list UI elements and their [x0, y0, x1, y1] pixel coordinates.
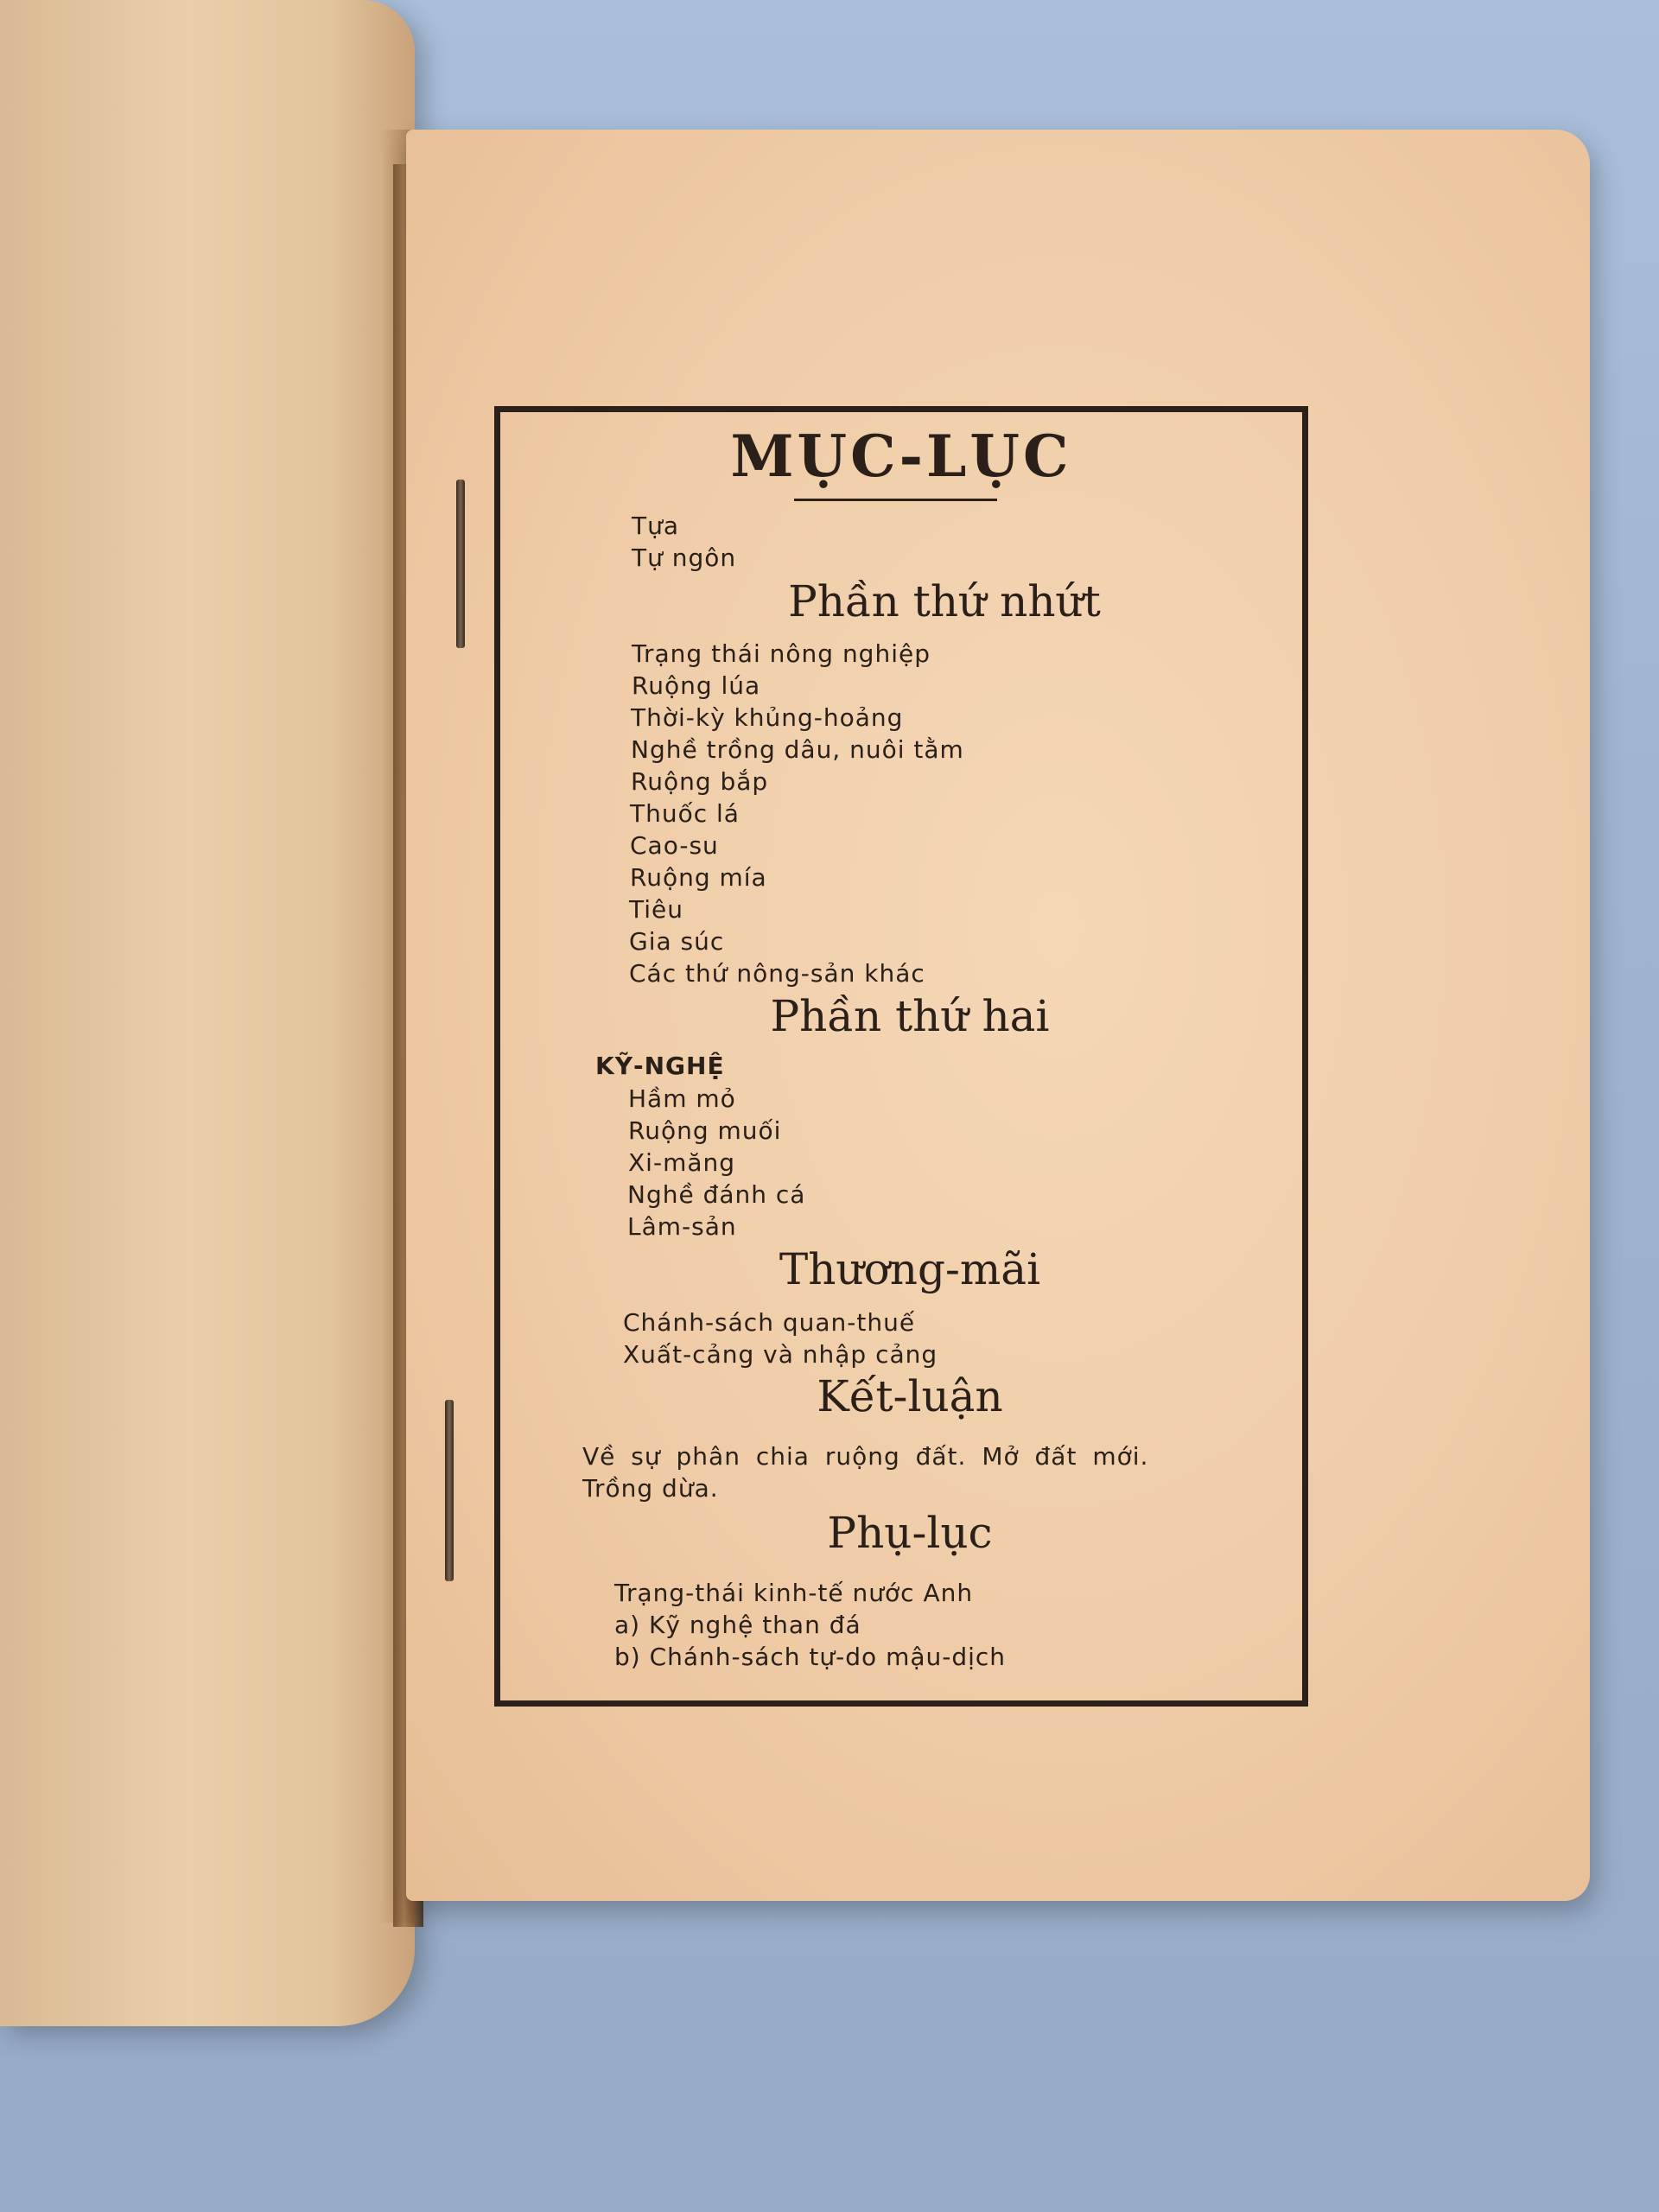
staple-bottom [445, 1400, 454, 1581]
toc-subheading: KỸ-NGHỆ [595, 1052, 725, 1080]
toc-entry: Thời-kỳ khủng-hoảng [631, 703, 904, 732]
section-heading-conclusion: Kết-luận [817, 1371, 1003, 1421]
toc-title: MỤC-LỤC [730, 423, 1072, 490]
toc-entry: Ruộng muối [628, 1116, 782, 1145]
toc-entry: Ruộng mía [630, 863, 767, 892]
toc-entry: Xuất-cảng và nhập cảng [623, 1340, 938, 1369]
table-of-contents [494, 406, 1308, 1707]
toc-entry: a) Kỹ nghệ than đá [614, 1611, 861, 1639]
section-heading-appendix: Phụ-lục [827, 1508, 993, 1558]
toc-entry: Các thứ nông-sản khác [629, 959, 925, 988]
toc-entry: Tựa [632, 512, 680, 540]
toc-entry: Ruộng bắp [631, 767, 769, 796]
section-heading-commerce: Thương-mãi [779, 1244, 1041, 1294]
toc-entry: Hầm mỏ [628, 1084, 736, 1113]
title-underline [794, 499, 997, 501]
toc-entry: Chánh-sách quan-thuế [623, 1308, 916, 1337]
section-heading-part1: Phần thứ nhứt [788, 576, 1101, 626]
left-page [0, 0, 415, 2026]
toc-entry: b) Chánh-sách tự-do mậu-dịch [614, 1643, 1007, 1671]
toc-entry: Thuốc lá [630, 799, 740, 828]
toc-entry: Ruộng lúa [632, 671, 761, 700]
toc-entry: Cao-su [630, 831, 719, 860]
toc-entry: Lâm-sản [627, 1212, 737, 1241]
toc-entry: Trạng thái nông nghiệp [632, 639, 931, 668]
toc-entry: Gia súc [629, 927, 725, 956]
section-heading-part2: Phần thứ hai [770, 991, 1050, 1041]
toc-entry: Xi-măng [628, 1148, 736, 1177]
toc-entry: Trạng-thái kinh-tế nước Anh [614, 1579, 974, 1607]
toc-entry: Trồng dừa. [582, 1474, 719, 1503]
toc-entry: Về sự phân chia ruộng đất. Mở đất mới. [582, 1442, 1149, 1471]
toc-entry: Tiêu [629, 895, 683, 924]
toc-entry: Nghề đánh cá [627, 1180, 806, 1209]
staple-top [456, 480, 465, 648]
toc-entry: Nghề trồng dâu, nuôi tằm [631, 735, 964, 764]
toc-entry: Tự ngôn [632, 543, 737, 572]
